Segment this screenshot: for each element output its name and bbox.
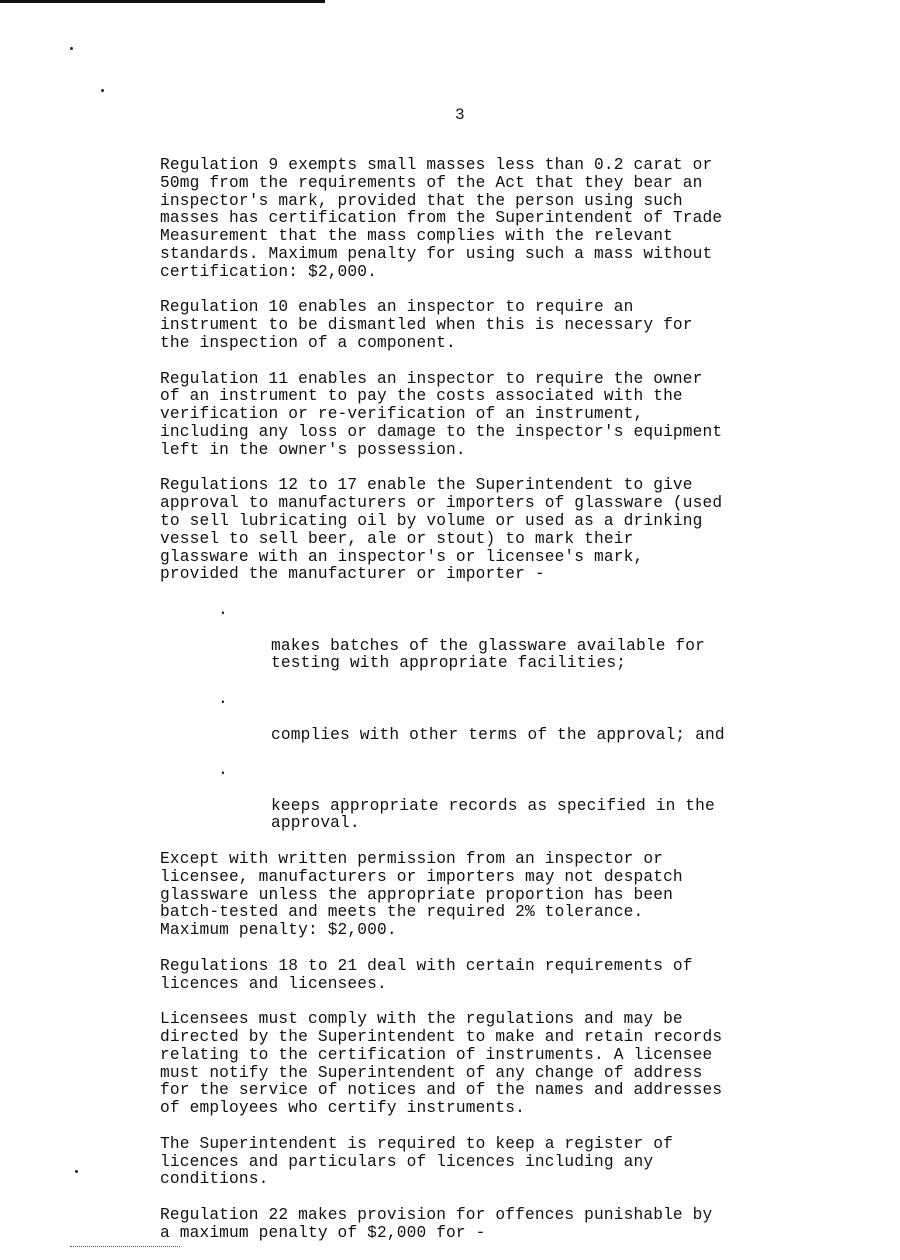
paragraph-regulation-11: Regulation 11 enables an inspector to require the owner of an instrument to pay the costs associated with the verification or re-verification of an instrument, including any loss or damage to the inspector's equipment left in the owner's possession. bbox=[160, 369, 723, 459]
scan-speck bbox=[70, 47, 73, 50]
list-item bbox=[160, 602, 800, 673]
list-item-text: makes batches of the glassware available for testing with appropriate facilities; bbox=[271, 636, 706, 673]
paragraph-regulation-9: Regulation 9 exempts small masses less than 0.2 carat or 50mg from the requirements of the Act that they bear an inspector's mark, provided that the person using such masses has certification from the Superintendent of Trade Measurement that the mass complies with the relevant standards. Maximum penalty for using such a mass without certification: $2,000. bbox=[160, 156, 723, 281]
bullet-icon: . bbox=[218, 600, 228, 619]
paragraph-regulation-22: Regulation 22 makes provision for offences punishable by a maximum penalty of $2,000 for - bbox=[160, 1206, 713, 1242]
paragraph-written-permission: Except with written permission from an inspector or licensee, manufacturers or importers may not despatch glassware unless the appropriate proportion has been batch-tested and meets the required 2% tolerance. Maximum penalty: $2,000. bbox=[160, 850, 683, 940]
page-number: 3 bbox=[455, 106, 465, 124]
scan-speck bbox=[75, 1170, 78, 1173]
list-item bbox=[160, 762, 800, 833]
document-body bbox=[160, 157, 800, 1260]
paragraph-regulation-10: Regulation 10 enables an inspector to require an instrument to be dismantled when this is necessary for the inspection of a component. bbox=[160, 298, 693, 352]
approval-conditions-list bbox=[160, 602, 800, 833]
scan-speck bbox=[101, 89, 104, 92]
paragraph-regulations-12-17: Regulations 12 to 17 enable the Superintendent to give approval to manufacturers or importers of glassware (used to sell lubricating oil by volume or used as a drinking vessel to sell beer, ale or stout) to mark their glassware with an inspector's or licensee's mark, provided the manufacturer or importer - bbox=[160, 476, 723, 584]
list-item bbox=[160, 691, 800, 744]
top-scan-rule bbox=[0, 0, 325, 3]
paragraph-regulations-18-21: Regulations 18 to 21 deal with certain requirements of licences and licensees. bbox=[160, 956, 693, 993]
list-item-text: complies with other terms of the approval; and bbox=[271, 725, 725, 744]
paragraph-licensees: Licensees must comply with the regulations and may be directed by the Superintendent to make and retain records relating to the certification of instruments. A licensee must notify the Superintendent of any change of address for the service of notices and of the names and addresses of employees who certify instruments. bbox=[160, 1010, 723, 1118]
bottom-scan-artifact bbox=[70, 1246, 180, 1249]
bullet-icon: . bbox=[218, 689, 228, 708]
list-item-text: keeps appropriate records as specified in the approval. bbox=[271, 796, 715, 833]
paragraph-register: The Superintendent is required to keep a register of licences and particulars of licences including any conditions. bbox=[160, 1134, 673, 1189]
bullet-icon: . bbox=[218, 761, 228, 780]
